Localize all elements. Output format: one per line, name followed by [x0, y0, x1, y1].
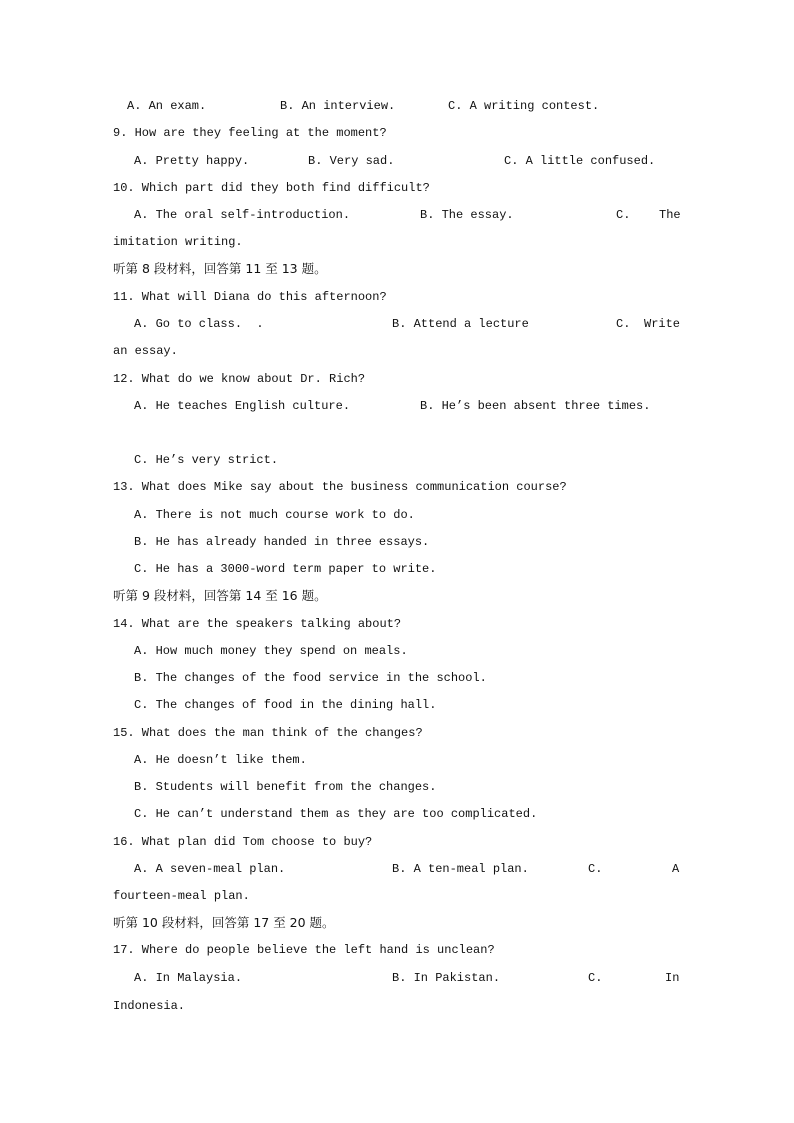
q10-option-c-letter: C. — [616, 208, 631, 222]
q8-option-c: C. A writing contest. — [448, 99, 600, 113]
q16-option-c-text: A — [672, 862, 680, 876]
q13-option-b: B. He has already handed in three essays. — [134, 535, 430, 549]
q11-option-c-wrap: an essay. — [113, 344, 178, 358]
q9-option-c: C. A little confused. — [504, 154, 656, 168]
q13-option-c: C. He has a 3000-word term paper to write. — [134, 562, 437, 576]
question-11: 11. What will Diana do this afternoon? — [113, 290, 387, 304]
q11-option-b: B. Attend a lecture — [392, 317, 529, 331]
q17-option-c-text: In — [665, 971, 680, 985]
q14-option-c: C. The changes of food in the dining hall. — [134, 698, 437, 712]
q16-option-a: A. A seven-meal plan. — [134, 862, 286, 876]
q15-option-b: B. Students will benefit from the changes. — [134, 780, 437, 794]
q8-option-b: B. An interview. — [280, 99, 396, 113]
question-17: 17. Where do people believe the left hand is unclean? — [113, 943, 495, 957]
question-15: 15. What does the man think of the changes? — [113, 726, 423, 740]
q16-option-c-wrap: fourteen-meal plan. — [113, 889, 250, 903]
q17-option-b: B. In Pakistan. — [392, 971, 501, 985]
q10-option-a: A. The oral self-introduction. — [134, 208, 351, 222]
question-16: 16. What plan did Tom choose to buy? — [113, 835, 373, 849]
q14-option-a: A. How much money they spend on meals. — [134, 644, 408, 658]
question-9: 9. How are they feeling at the moment? — [113, 126, 387, 140]
q10-option-c-text: The — [659, 208, 681, 222]
q12-option-c: C. He’s very strict. — [134, 453, 279, 467]
section-8-heading: 听第 8 段材料，回答第 11 至 13 题。 — [113, 261, 327, 276]
q10-option-c-wrap: imitation writing. — [113, 235, 243, 249]
q17-option-c-letter: C. — [588, 971, 603, 985]
q16-option-c-letter: C. — [588, 862, 603, 876]
q16-option-b: B. A ten-meal plan. — [392, 862, 529, 876]
question-10: 10. Which part did they both find difficult? — [113, 181, 430, 195]
q8-option-a: A. An exam. — [127, 99, 207, 113]
question-13: 13. What does Mike say about the business communication course? — [113, 480, 567, 494]
question-12: 12. What do we know about Dr. Rich? — [113, 372, 366, 386]
q11-option-c-letter: C. — [616, 317, 631, 331]
section-10-heading: 听第 10 段材料，回答第 17 至 20 题。 — [113, 915, 335, 930]
q17-option-a: A. In Malaysia. — [134, 971, 243, 985]
q11-option-c-text: Write — [644, 317, 681, 331]
q11-option-a: A. Go to class. . — [134, 317, 264, 331]
q14-option-b: B. The changes of the food service in the school. — [134, 671, 487, 685]
q15-option-c: C. He can’t understand them as they are too complicated. — [134, 807, 538, 821]
q12-option-b: B. He’s been absent three times. — [420, 399, 651, 413]
q13-option-a: A. There is not much course work to do. — [134, 508, 415, 522]
q9-option-b: B. Very sad. — [308, 154, 395, 168]
q12-option-a: A. He teaches English culture. — [134, 399, 351, 413]
q17-option-c-wrap: Indonesia. — [113, 999, 186, 1013]
section-9-heading: 听第 9 段材料，回答第 14 至 16 题。 — [113, 588, 327, 603]
q9-option-a: A. Pretty happy. — [134, 154, 250, 168]
q15-option-a: A. He doesn’t like them. — [134, 753, 307, 767]
question-14: 14. What are the speakers talking about? — [113, 617, 402, 631]
q10-option-b: B. The essay. — [420, 208, 514, 222]
